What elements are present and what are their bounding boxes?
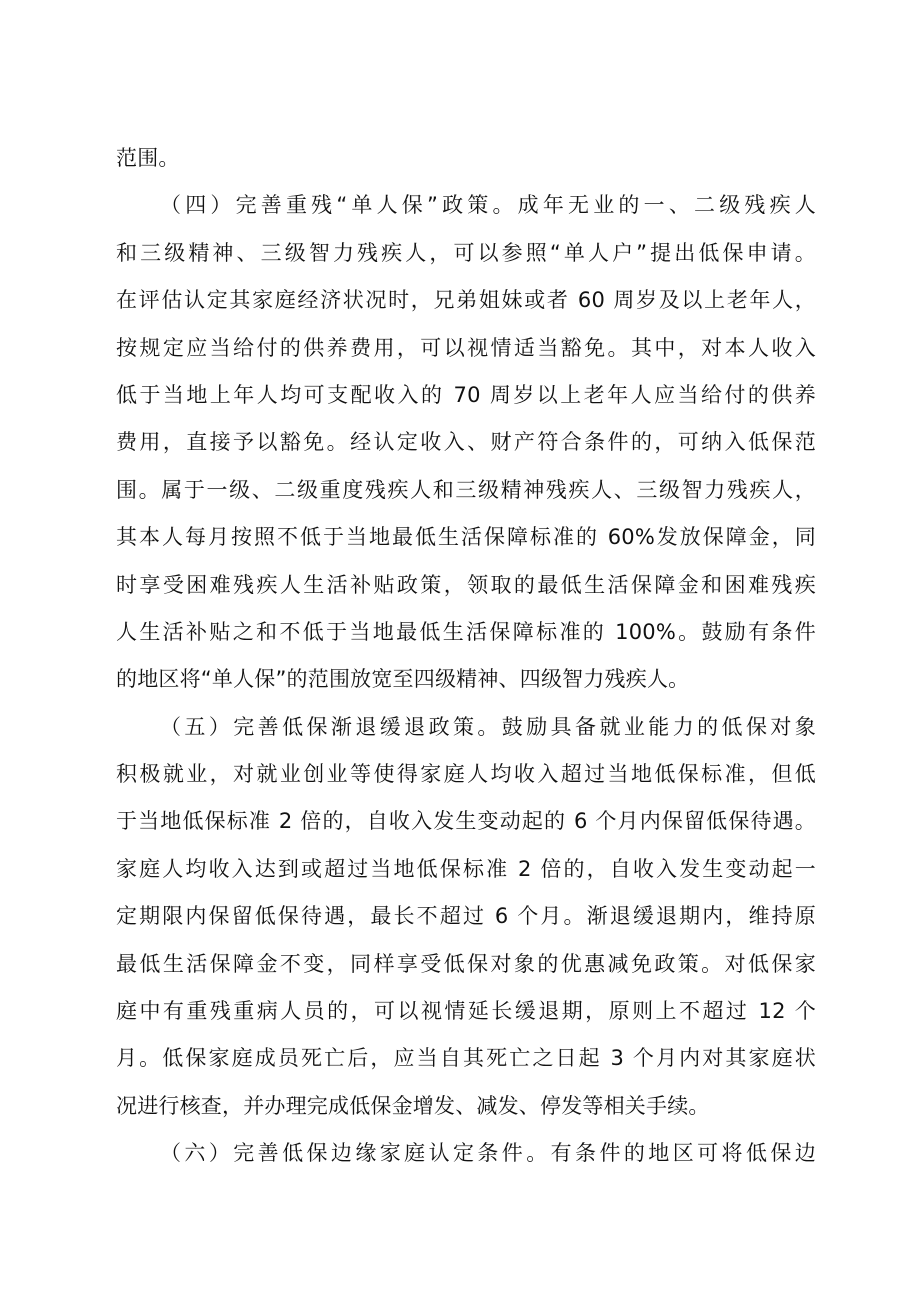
text-line: （六）完善低保边缘家庭认定条件。有条件的地区可将低保边 — [160, 1141, 816, 1166]
text-line: 人生活补贴之和不低于当地最低生活保障标准的 100%。鼓励有条件 — [116, 619, 816, 644]
text-line: 低于当地上年人均可支配收入的 70 周岁以上老年人应当给付的供养 — [116, 382, 816, 407]
text-line: 费用，直接予以豁免。经认定收入、财产符合条件的，可纳入低保范 — [116, 430, 816, 455]
text-line: 况进行核查，并办理完成低保金增发、减发、停发等相关手续。 — [116, 1093, 710, 1118]
text-line: 庭中有重残重病人员的，可以视情延长缓退期，原则上不超过 12 个 — [116, 999, 816, 1024]
text-line: 按规定应当给付的供养费用，可以视情适当豁免。其中，对本人收入 — [116, 335, 816, 360]
text-line: （四）完善重残“单人保”政策。成年无业的一、二级残疾人 — [160, 193, 816, 218]
text-line: 时享受困难残疾人生活补贴政策，领取的最低生活保障金和困难残疾 — [116, 572, 816, 597]
text-line: 家庭人均收入达到或超过当地低保标准 2 倍的，自收入发生变动起一 — [116, 856, 816, 881]
text-line: 其本人每月按照不低于当地最低生活保障标准的 60%发放保障金，同 — [116, 525, 816, 550]
text-line: 于当地低保标准 2 倍的，自收入发生变动起的 6 个月内保留低保待遇。 — [116, 809, 816, 834]
text-line: 范围。 — [116, 146, 180, 170]
text-line: 月。低保家庭成员死亡后，应当自其死亡之日起 3 个月内对其家庭状 — [116, 1046, 816, 1071]
text-line: 和三级精神、三级智力残疾人，可以参照“单人户”提出低保申请。 — [116, 240, 816, 265]
text-line: 围。属于一级、二级重度残疾人和三级精神残疾人、三级智力残疾人， — [116, 477, 816, 502]
text-line: 在评估认定其家庭经济状况时，兄弟姐妹或者 60 周岁及以上老年人， — [116, 288, 816, 313]
text-line: （五）完善低保渐退缓退政策。鼓励具备就业能力的低保对象 — [160, 714, 816, 739]
text-line: 的地区将“单人保”的范围放宽至四级精神、四级智力残疾人。 — [116, 667, 690, 692]
text-line: 积极就业，对就业创业等使得家庭人均收入超过当地低保标准，但低 — [116, 762, 816, 787]
text-line: 最低生活保障金不变，同样享受低保对象的优惠减免政策。对低保家 — [116, 951, 816, 976]
document-body — [116, 135, 816, 1178]
text-line: 定期限内保留低保待遇，最长不超过 6 个月。渐退缓退期内，维持原 — [116, 904, 816, 929]
